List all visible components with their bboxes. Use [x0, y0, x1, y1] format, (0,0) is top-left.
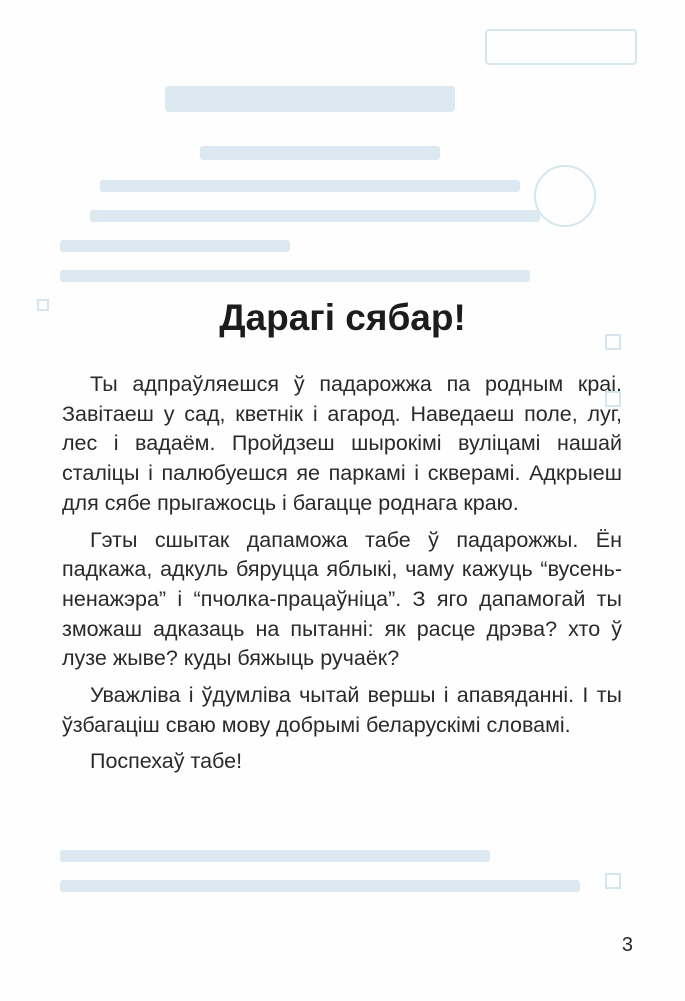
- bleed-text-line: [60, 880, 580, 892]
- bleed-text-line: [200, 146, 440, 160]
- bleed-heading-block: [165, 86, 455, 112]
- bleed-text-line: [100, 180, 520, 192]
- paragraph: Ты адпраўляешся ў падарожжа па родным краі. Завітаеш у сад, кветнік і агарод. Наведаеш поле, луг, лес і вадаём. Пройдзеш шырокімі вуліцамі нашай сталіцы і палюбуешся яе паркамі і скверамі. Адкрыеш для сябе прыгажосць і багацце роднага краю.: [62, 372, 622, 515]
- bleed-text-line: [60, 850, 490, 862]
- bleed-text-line: [60, 240, 290, 252]
- closing-line: Поспехаў табе!: [90, 749, 243, 774]
- bleed-text-line: [90, 210, 540, 222]
- bleed-apple-outline: [535, 166, 595, 226]
- paragraph: Гэты сшытак дапаможа табе ў падарожжы. Ён падкажа, адкуль бяруцца яблыкі, чаму кажуць “вусень-ненажэра” і “пчолка-працаўніца”. З яго дапамогай ты зможаш адказаць на пытанні: як расце дрэва? хто ў лузе жыве? куды бяжыць ручаёк?: [62, 527, 622, 671]
- bleed-lesson-box: [486, 30, 636, 64]
- page-title: Дарагі сябар!: [219, 297, 466, 338]
- bleed-checkbox: [606, 874, 620, 888]
- paragraph: Уважліва і ўдумліва чытай вершы і апавяданні. І ты ўзбагаціш сваю мову добрымі беларускімі словамі.: [62, 683, 622, 737]
- page-number: 3: [621, 934, 633, 956]
- letter-body: [62, 370, 622, 784]
- bleed-text-line: [60, 270, 530, 282]
